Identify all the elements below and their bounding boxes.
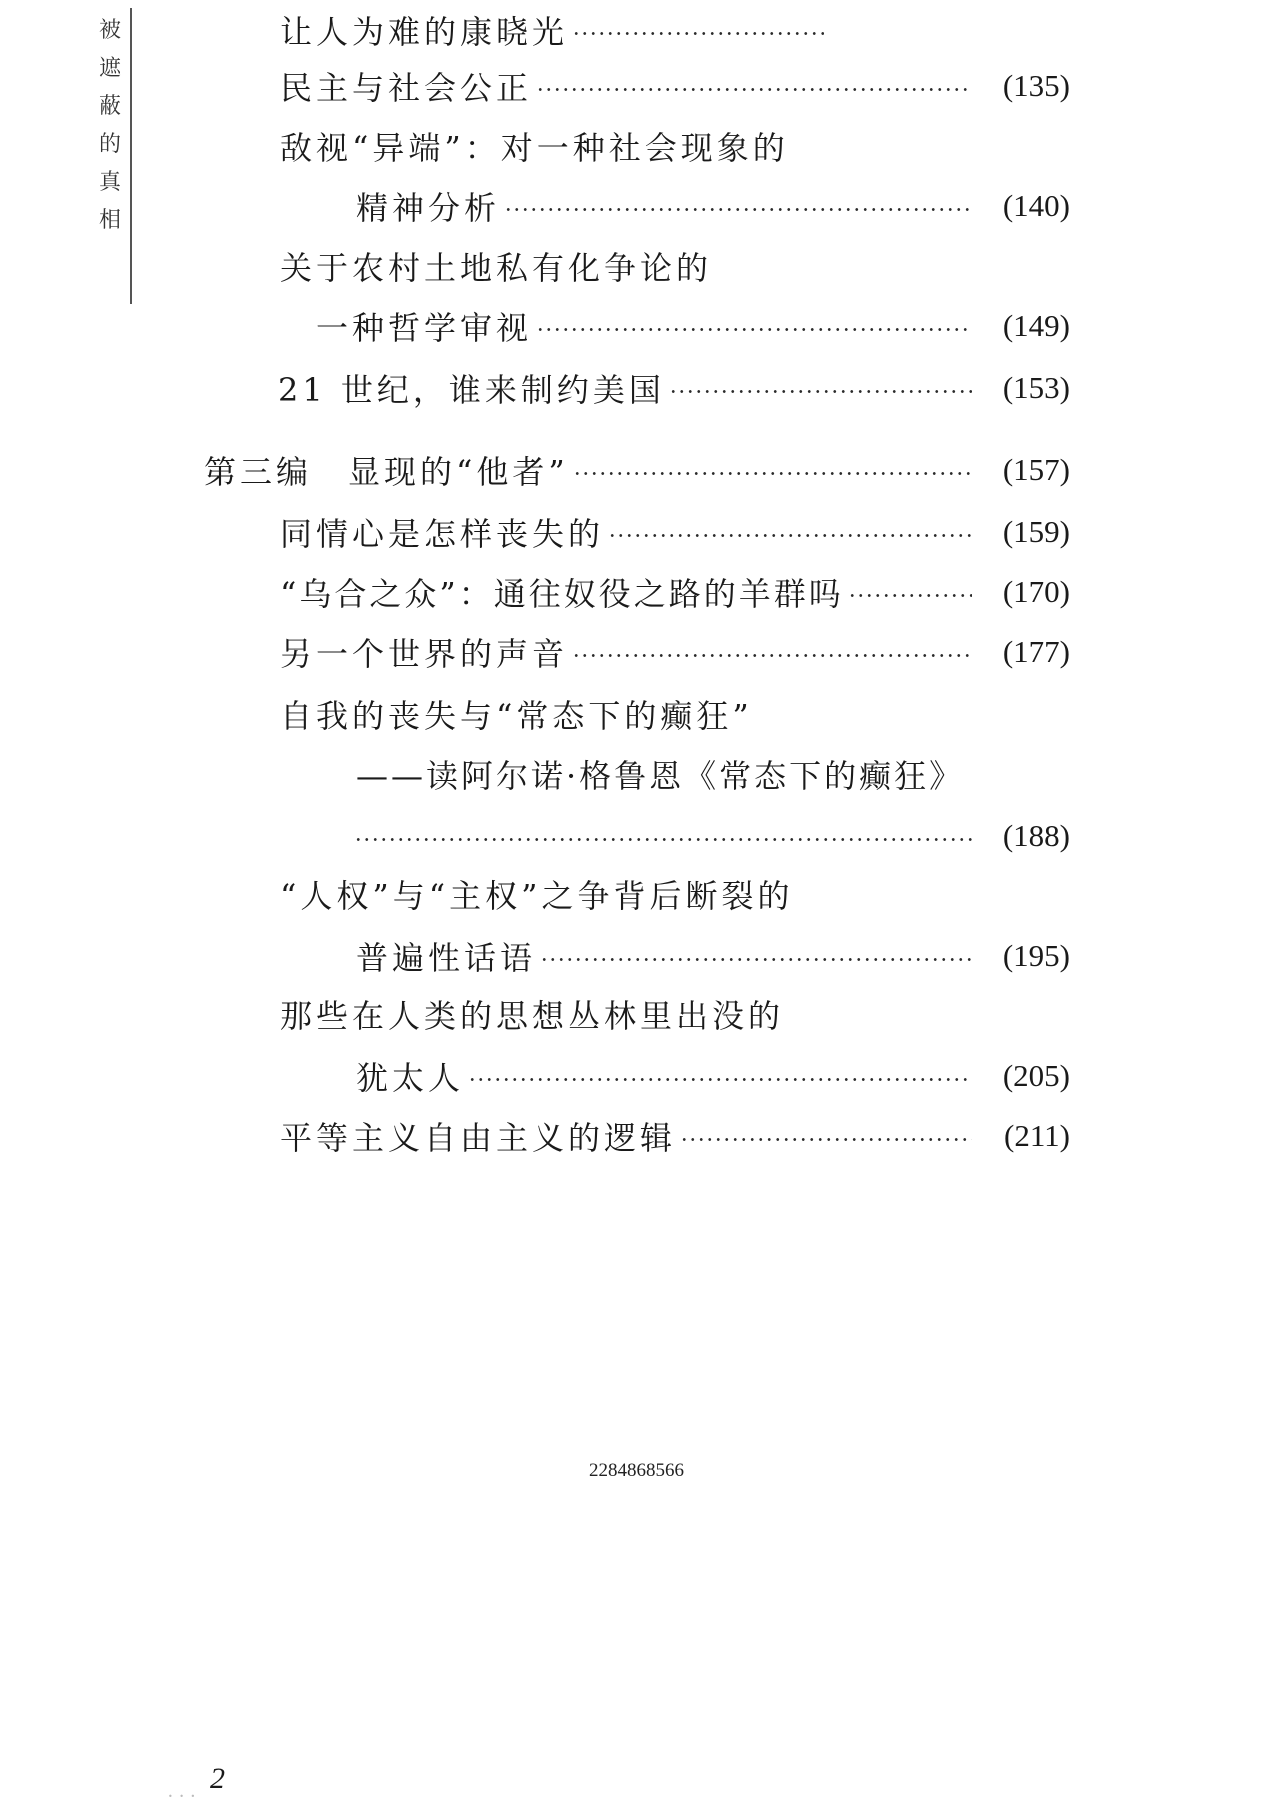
toc-entry-title-line: 自我的丧失与“常态下的癫狂” [280,697,753,735]
toc-entry-title: 民主与社会公正 [280,69,533,107]
page-number: 2 [210,1762,225,1795]
toc-entry-page: (170) [1002,574,1070,609]
dot-leader [569,448,978,492]
toc-entry [350,814,1070,858]
dot-leader [532,64,978,108]
dot-leader [676,1114,978,1158]
scan-artifact-dots: • • • [168,1792,198,1801]
toc-entry-page: (211) [1004,1118,1070,1153]
toc-entry [280,64,1070,108]
toc-entry [280,1114,1070,1158]
toc-entry-page: (135) [1002,68,1070,103]
toc-section-entry [204,448,1070,492]
toc-entry-title: 让人为难的康晓光 [280,13,569,51]
toc-entry [280,630,1070,674]
toc-entry [280,570,1070,614]
toc-entry-page: (157) [1002,452,1070,487]
toc-entry-page: (177) [1002,634,1070,669]
toc-entry-page: (149) [1002,308,1070,343]
toc-entry [316,304,1070,348]
toc-entry [278,366,1070,410]
dot-leader [500,184,978,228]
toc-entry-title-line: “人权”与“主权”之争背后断裂的 [280,877,794,915]
toc-entry-title-line: 敌视“异端”：对一种社会现象的 [280,129,789,167]
toc-entry-title: 同情心是怎样丧失的 [280,515,605,553]
toc-entry-title: “乌合之众”：通往奴役之路的羊群吗 [280,575,844,613]
toc-entry [356,1054,1070,1098]
toc-entry-title-line: 那些在人类的思想丛林里出没的 [280,997,785,1035]
dot-leader [844,570,978,614]
dot-leader [568,8,830,52]
toc-section-title: 第三编 显现的“他者” [204,453,569,491]
toc-entry-title: 21 世纪，谁来制约美国 [278,371,665,409]
running-title-char: 相 [98,208,121,233]
running-title-char: 遮 [98,56,121,81]
toc-entry [280,510,1070,554]
running-title-char: 真 [98,170,121,195]
document-id-number: 2284868566 [589,1460,684,1481]
toc-entry-title: 普遍性话语 [356,939,537,977]
dot-leader [532,304,978,348]
toc-entry-subtitle: ——读阿尔诺·格鲁恩《常态下的癫狂》 [356,757,965,795]
toc-entry-title: 犹太人 [356,1059,465,1097]
toc-entry-title-line: 关于农村土地私有化争论的 [280,249,713,287]
dot-leader [568,630,978,674]
running-title-char: 的 [98,132,121,157]
toc-entry-page: (153) [1002,370,1070,405]
toc-entry [280,8,950,52]
toc-entry [356,184,1070,228]
toc-entry-page: (205) [1002,1058,1070,1093]
running-title-char: 被 [98,18,121,43]
toc-entry [356,934,1070,978]
toc-entry-title: 另一个世界的声音 [280,635,569,673]
toc-entry-page: (140) [1002,188,1070,223]
dot-leader [464,1054,978,1098]
toc-entry-page: (159) [1002,514,1070,549]
toc-entry-title: 精神分析 [356,189,501,227]
toc-entry-title: 平等主义自由主义的逻辑 [280,1119,677,1157]
dot-leader [665,366,978,410]
dot-leader [350,814,978,858]
dot-leader [604,510,978,554]
toc-entry-page: (195) [1002,938,1070,973]
toc-entry-title: 一种哲学审视 [316,309,533,347]
toc-entry-page: (188) [1002,818,1070,853]
dot-leader [536,934,978,978]
running-title-char: 蔽 [98,94,121,119]
